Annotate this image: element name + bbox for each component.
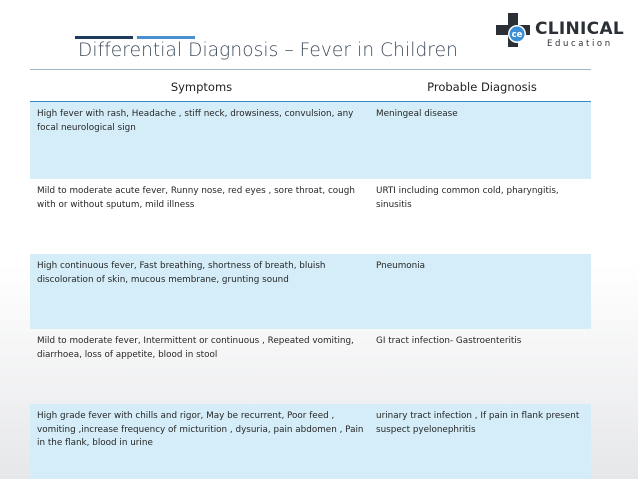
diagnosis-cell: Pneumonia (376, 261, 426, 271)
table-row (30, 179, 591, 254)
symptoms-cell: High fever with rash, Headache , stiff neck, drowsiness, convulsion, any focal neurological sign (37, 109, 354, 133)
logo-mark-letters: ce (511, 30, 523, 40)
logo-word-education: Education (547, 39, 613, 49)
accent-bar-dark (75, 36, 133, 39)
diagnosis-cell: GI tract infection- Gastroenteritis (376, 336, 522, 346)
slide-title: Differential Diagnosis – Fever in Children (78, 40, 458, 61)
symptoms-cell: High grade fever with chills and rigor, May be recurrent, Poor feed , vomiting ,increase frequency of micturition , dysuria, pain abdomen , Pain in the flank, blood in urine (37, 411, 364, 448)
table-row (30, 404, 591, 479)
title-divider (30, 69, 591, 70)
header-symptoms: Symptoms (170, 79, 233, 94)
symptoms-cell: Mild to moderate fever, Intermittent or continuous , Repeated vomiting, diarrhoea, loss of appetite, blood in stool (37, 336, 354, 360)
symptoms-cell: High continuous fever, Fast breathing, shortness of breath, bluish discoloration of skin, mucous membrane, grunting sound (37, 261, 326, 285)
clinical-education-logo (495, 10, 635, 50)
header-probable-diagnosis: Probable Diagnosis (427, 79, 537, 94)
table-row (30, 102, 591, 179)
diagnosis-cell: Meningeal disease (376, 109, 458, 119)
top-accent-bars (75, 36, 195, 39)
medical-cross-logo-icon (495, 12, 531, 48)
diagnosis-cell: urinary tract infection , If pain in flank present suspect pyelonephritis (376, 411, 580, 435)
table-header-row (30, 72, 591, 102)
symptoms-cell: Mild to moderate acute fever, Runny nose, red eyes , sore throat, cough with or without sputum, mild illness (37, 186, 355, 210)
diagnosis-table (30, 72, 591, 479)
logo-word-clinical: CLINICAL (535, 19, 625, 39)
table-row (30, 254, 591, 329)
diagnosis-cell: URTI including common cold, pharyngitis, sinusitis (376, 186, 559, 210)
accent-bar-light (137, 36, 195, 39)
table-row (30, 329, 591, 404)
